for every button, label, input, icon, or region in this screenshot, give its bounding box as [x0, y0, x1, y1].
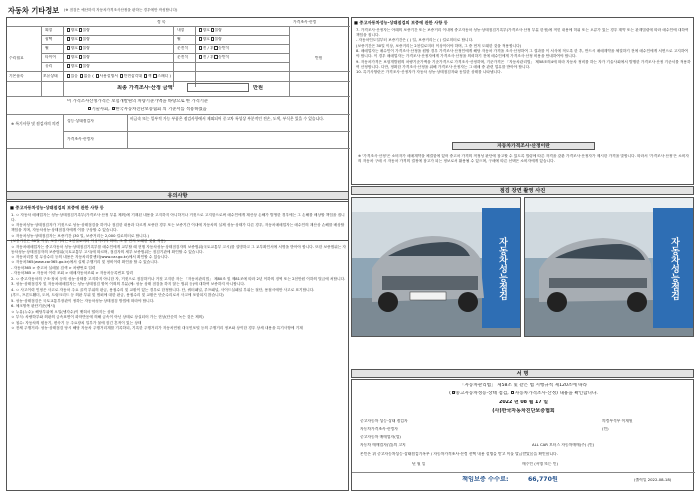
price-basis-line: 이 가격조사산정가격은 보험개발원의 차량기준가액을 바탕으로 한 가격기준 — [67, 99, 209, 104]
notes-section-title: ■ 중고자동차성능·상태점검의 보증에 관한 사항 등 — [354, 20, 448, 25]
cautions-bar: 유의사항 — [6, 191, 349, 200]
checkbox[interactable] — [67, 55, 70, 58]
signature-row-label: 중고자동차 성능·상태 점검자 — [360, 419, 408, 423]
checkbox[interactable] — [67, 74, 70, 77]
checkbox[interactable]: ✓ — [452, 391, 457, 396]
final-price-unit: 만원 — [253, 85, 264, 91]
final-price-label: 최종 가격조사·산정 금액 — [117, 85, 173, 91]
print-date: (출력일 2022-08-18) — [634, 478, 672, 482]
checkbox[interactable] — [67, 28, 70, 31]
photo-banner: 자동차성능점검 — [656, 212, 692, 324]
repair-row-options: 양호 불량 — [66, 46, 90, 51]
signature-row-value: (인) — [602, 427, 609, 431]
confirm-bar: 자동차가격조사·산정이란 — [452, 142, 595, 150]
checkbox[interactable] — [199, 55, 202, 58]
checkbox[interactable] — [511, 391, 514, 394]
photo-banner: 자동차성능점검 — [485, 212, 519, 324]
notes-box — [351, 17, 694, 185]
signature-row-label: 년 월 일 — [412, 462, 426, 466]
checkbox[interactable] — [199, 46, 202, 49]
repair-row-options2: 양호 불량 — [198, 28, 222, 33]
checkbox[interactable] — [79, 64, 82, 67]
checkbox[interactable] — [199, 28, 202, 31]
front-photo — [351, 197, 521, 337]
price-basis-options: 기술사회, ✓한국자동차진단보증협회 의 기준서를 적용하였음 — [87, 107, 207, 113]
repair-row-name2: 운전석 — [177, 55, 189, 59]
signature-row-label: 중고자동차 매매업자(업) — [360, 435, 401, 439]
checkbox[interactable] — [211, 37, 214, 40]
repair-row-options2: 양호 불량 — [198, 37, 222, 42]
repair-row-name2: 운전석 — [177, 46, 189, 50]
repair-row-name: 광택 — [45, 37, 53, 41]
final-price-input[interactable] — [187, 83, 249, 92]
cautions-section-title: ■ 중고자동차성능·상태점검의 보증에 관한 사항 등 — [10, 205, 104, 210]
page-title: 자동차 기타정보 — [8, 6, 60, 15]
basic-items-options: 있음 없음 ( 사용설명서 안전삼각대 잭 스패너 ) — [66, 74, 171, 79]
checkbox[interactable] — [67, 37, 70, 40]
signature-row-label: 자동차 매매업자(업)의 고지 — [360, 443, 406, 447]
signature-box — [351, 379, 694, 491]
checkbox[interactable] — [67, 64, 70, 67]
repair-row-name: 타이어 — [45, 55, 57, 59]
repair-row-options: 양호 불량 — [66, 55, 90, 60]
repair-row-name: 외장 — [45, 28, 53, 32]
checkbox[interactable] — [144, 74, 147, 77]
checkbox[interactable] — [67, 46, 70, 49]
checkbox[interactable] — [79, 28, 82, 31]
checkbox[interactable] — [211, 28, 214, 31]
rear-photo — [524, 197, 694, 337]
inspector-label: 성능·상태점검자 — [67, 119, 94, 123]
repair-unit: 만원 — [315, 56, 323, 60]
signature-row-value: ALL CAR 모터스 자동차매매(주) (인) — [532, 443, 595, 447]
signature-company: (사)한국자동차진단보증협회 — [492, 408, 555, 414]
repair-row-name: 유리 — [45, 64, 53, 68]
checkbox[interactable] — [79, 37, 82, 40]
repair-row-options: 양호 불량 — [66, 64, 90, 69]
basic-items-parts: 보유상태 — [43, 74, 58, 78]
repair-row-name2: 내장 — [177, 28, 185, 32]
buyer-signature[interactable]: 매수인 (서명 또는 인) — [522, 462, 558, 466]
repair-row-options: 양호 불량 — [66, 28, 90, 33]
repair-row-options2: 전 / 후 동반석 — [198, 55, 229, 60]
notes-text: 7. 가격조사·산정자는 아래의 보증기간 또는 보증거리 이내에 중고자동차 성능·상태점검기록부(가격조사·산정 부분 한정)에 적힌 내용에 허위 또는 오류가 있는 경우 계약 또는 관계법령에 따라 매수인에 대하여 책임을 집니다. - 자동차인도일부터 보증기간은 ( ) 일, 보증거리는 ( ) 킬로미터로 합니다. (보증기간은 30일 이상, 보증거리는 2천킬로미터 이상이어야 하며, 그 중 먼저 도래한 것을 적용합니다) 8. 매매업자는 매수인이 가격조사·산정을 원할 경우 가격조사·산정인에게 해당 자동차 가격을 조사·산정하여 그 결과를 이 서식에 적도록 한 후, 반드시 매매계약을 체결하기 전에 매수인에게 서면으로 고지하여야 합니다. 이 경우 매매업자는 가격조사·산정자에게 가격조사·산정을 의뢰하기 전에 매수인에게 가격조사·산정 비용을 안내하여야 합니다. 9. 자동차가격은 보험개발원의 차량기준가액을 기준가격으로 가격조사·산정하며, 기준가격은 「자동차관리법」 제58조의4에 따라 자동차 정비를 하는 자가 기술사회에서 발행한 가격조사·산정 기준서를 적용하여 산정합니다. 다만, 정확한 가격조사·산정을 위해 가격조사·산정자는 그 매매 중 관련 업무를 받아야 합니다. 10. 특기사항란은 가격조사·산정자가 자동차 성능·상태점검자와 동일한 상태를 나타냅니다. — [356, 28, 691, 74]
signature-row-label: 자동차가격조사·산정자 — [360, 427, 398, 431]
cautions-box — [6, 201, 349, 491]
checkbox[interactable]: ✓ — [112, 107, 117, 112]
fee-value: 66,770원 — [528, 476, 558, 483]
signature-confirm-text: 본인은 위 중고자동차성능·상태점검기록부 / 자동차가격조사·산정 선택 내용 설명을 받고 이를 발급받았음을 확인합니다. — [360, 452, 558, 456]
checkbox[interactable] — [88, 107, 91, 110]
confirm-text: ※ '가격조사·산정'은 소비자가 매매계약을 체결함에 있어 중고차 가격의 적정성 판단에 참고할 수 있도록 법령에 따른 자격을 갖춘 가격조사·산정자가 제시한 가격을 말합니다. 따라서 '가격조사·산정'은 소비자의 자동차 구매 시 자동차 가격의 결정에 참고가 되는 정보로서 활용될 수 있으며, 구매에 따른 선택은 소비자에게 있습니다. — [358, 154, 689, 163]
signature-law-line: 「자동차관리법」 제58조 및 같은 법 시행규칙 제120조에 따라 — [459, 383, 588, 388]
fee-label: 책임보증 수수료: — [462, 476, 509, 483]
col-fluctuation: 정 목 — [157, 20, 166, 24]
special-notes-label: ※ 특기사항 및 점검자의 의견 — [11, 121, 60, 126]
inspector-note: 비금속 또는 일부적 가능 부품은 점검사항에서 제외되어 중고차 특성상 부분적인 전손, 도색, 부식은 있을 수 있습니다. — [130, 116, 325, 121]
cautions-text: 1. ㅇ 자동차 매매업자는 성능·상태점검기록부(가격조사·산정 부분 제외)에 기재된 내용을 고지하지 아니하거나 거짓으로 고지함으로써 매수인에게 재산상 손해가 발생한 경우에는 그 손해를 배상할 책임을 집니다. ㅇ 자동차성능·상태점검자가 거짓으로 성능·상태점검을 하거나 점검한 내용과 다르게 보증한 경우 또는 보증기간 이내에 자동차의 실제 성능·상태가 다른 경우, 자동차매매업자는 매수인의 재산상 손해를 배상할 책임을 지며, 자동차성능·상태점검자에게 이를 구상할 수 있습니다. ㅇ 자동차성능·상태점검자는 보증기간 (30 일, 보증거리는 2,000 킬로미터로 합니다.) (보증기간은 30일 이상, 보증거리는 2천킬로미터 이상이어야 하며, 그 중 먼저 도래한 것을 적용) ㅇ 자동차매매업자는 중고자동차 성능·상태점검기록부를 매수인에게 교부할 때 현행 자동차성능·상태점검자의 보증범위(국토교통부 고시)를 설명하고 그 교부확인서에 서명을 받아야 합니다. 또한 보증범위는 자동차성능·상태점검자의 보증범위(국토교통부 고시)에 따르며, 점검자의 세부 보증범위는 점검기관에 확인할 수 있습니다. ㅇ 자동차리콜 및 무상수리 등의 내용은 자동차리콜센터(www.car.go.kr)에서 확인할 수 있습니다. ㅇ 자동차365(www.car365.go.kr)에서 실제 주행거리 및 정비이력 확인을 할 수 있습니다. - 자동차365 > 중고차 실매물 검색 > 차량번호 입력 - 자동차365 > 자동차 이력 조회 > 매매자동차조회 > 자동차등록번호 입력 2. ㅇ 중고자동차의 구조·장치 등의 성능·상태를 고지하지 아니한 자, 거짓으로 점검하거나 거짓 고지한 자는 「자동차관리법」 제80조 및 제81조에 따라 2년 이하의 징역 또는 2천만원 이하의 벌금에 처합니다. 3. 성능·상태점검자 및 자동차매매업자는 성능·상태점검 항목 이외의 부분(예: 성능 상태 점검을 하지 않는 범위 등)에 대하여 보증하지 아니합니다. 4. ㅇ 사고이력 인정은 사고로 자동차 주요 골격 부위의 판금, 용접수리 및 교환이 있는 경우로 한정합니다. 단, 쿼터패널, 루프패널, 사이드실패널 부위는 절단, 용접시에만 사고로 표기합니다. (후드, 프론트휀더, 도어, 트렁크리드 등 외판 부위 및 범퍼에 대한 판금, 용접수리 및 교환은 단순수리로서 사고에 포함되지 않습니다) 5. 성능·상태점검은 국토교통부장관이 정하는 자동차성능·상태점검 방법에 따라야 합니다. 6. 체크항목 판단기준(예시) ㅇ 누유(누수): 해당부위에 오일(냉각수)이 맺혀서 떨어지는 상태 ㅇ 부식: 차량하부와 외판의 금속표면이 화학반응에 의해 금속이 아닌 상태로 상실되어 가는 현상(단순히 녹슨 것은 제외) ㅇ 침수: 자동차의 원동기, 변속기 등 주요장치 일부가 물에 잠긴 흔적이 있는 상태 ㅇ 전체 주행거리: 성능·상태점검 당시 해당 자동차 주행거리계를 기록하되, 기록한 주행거리가 자동차민원 대국민포털 등의 주행거리 정보와 상이한 경우 상세 내용을 특기사항에 기재 — [11, 213, 346, 331]
repair-row-name: 휠 — [45, 46, 49, 50]
repair-row-options2: 전 / 후 동반석 — [198, 46, 229, 51]
col-price: 가격조사·산정 — [293, 20, 317, 24]
checkbox[interactable] — [96, 74, 99, 77]
checkbox[interactable] — [120, 74, 123, 77]
signature-options: ( ✓중고자동차성능·상태 점검, 자동차가격조사·산정) 내용을 확인합니다. — [449, 391, 598, 397]
repair-group-label: 수리필요 — [9, 56, 24, 60]
checkbox[interactable] — [79, 55, 82, 58]
checkbox[interactable] — [79, 46, 82, 49]
repair-row-options: 양호 불량 — [66, 37, 90, 42]
checkbox[interactable] — [199, 37, 202, 40]
basic-items-label: 기본품목 — [9, 74, 24, 78]
signature-row-value: 의정부석부 이재원 — [602, 419, 633, 423]
signature-bar: 서 명 — [351, 369, 694, 378]
repair-row-name2: 휠 — [177, 37, 181, 41]
photo-bar: 점검 장면 촬영 사진 — [351, 186, 694, 195]
appraiser-label: 가격조사·산정자 — [67, 137, 94, 141]
header-subtitle: (※ 점검은 예산하지 자동차가격조사산정을 판하는 경우에만 작성합니다) — [64, 8, 178, 12]
signature-date: 2022 년 08 월 17 일 — [498, 400, 548, 405]
checkbox[interactable] — [80, 74, 83, 77]
